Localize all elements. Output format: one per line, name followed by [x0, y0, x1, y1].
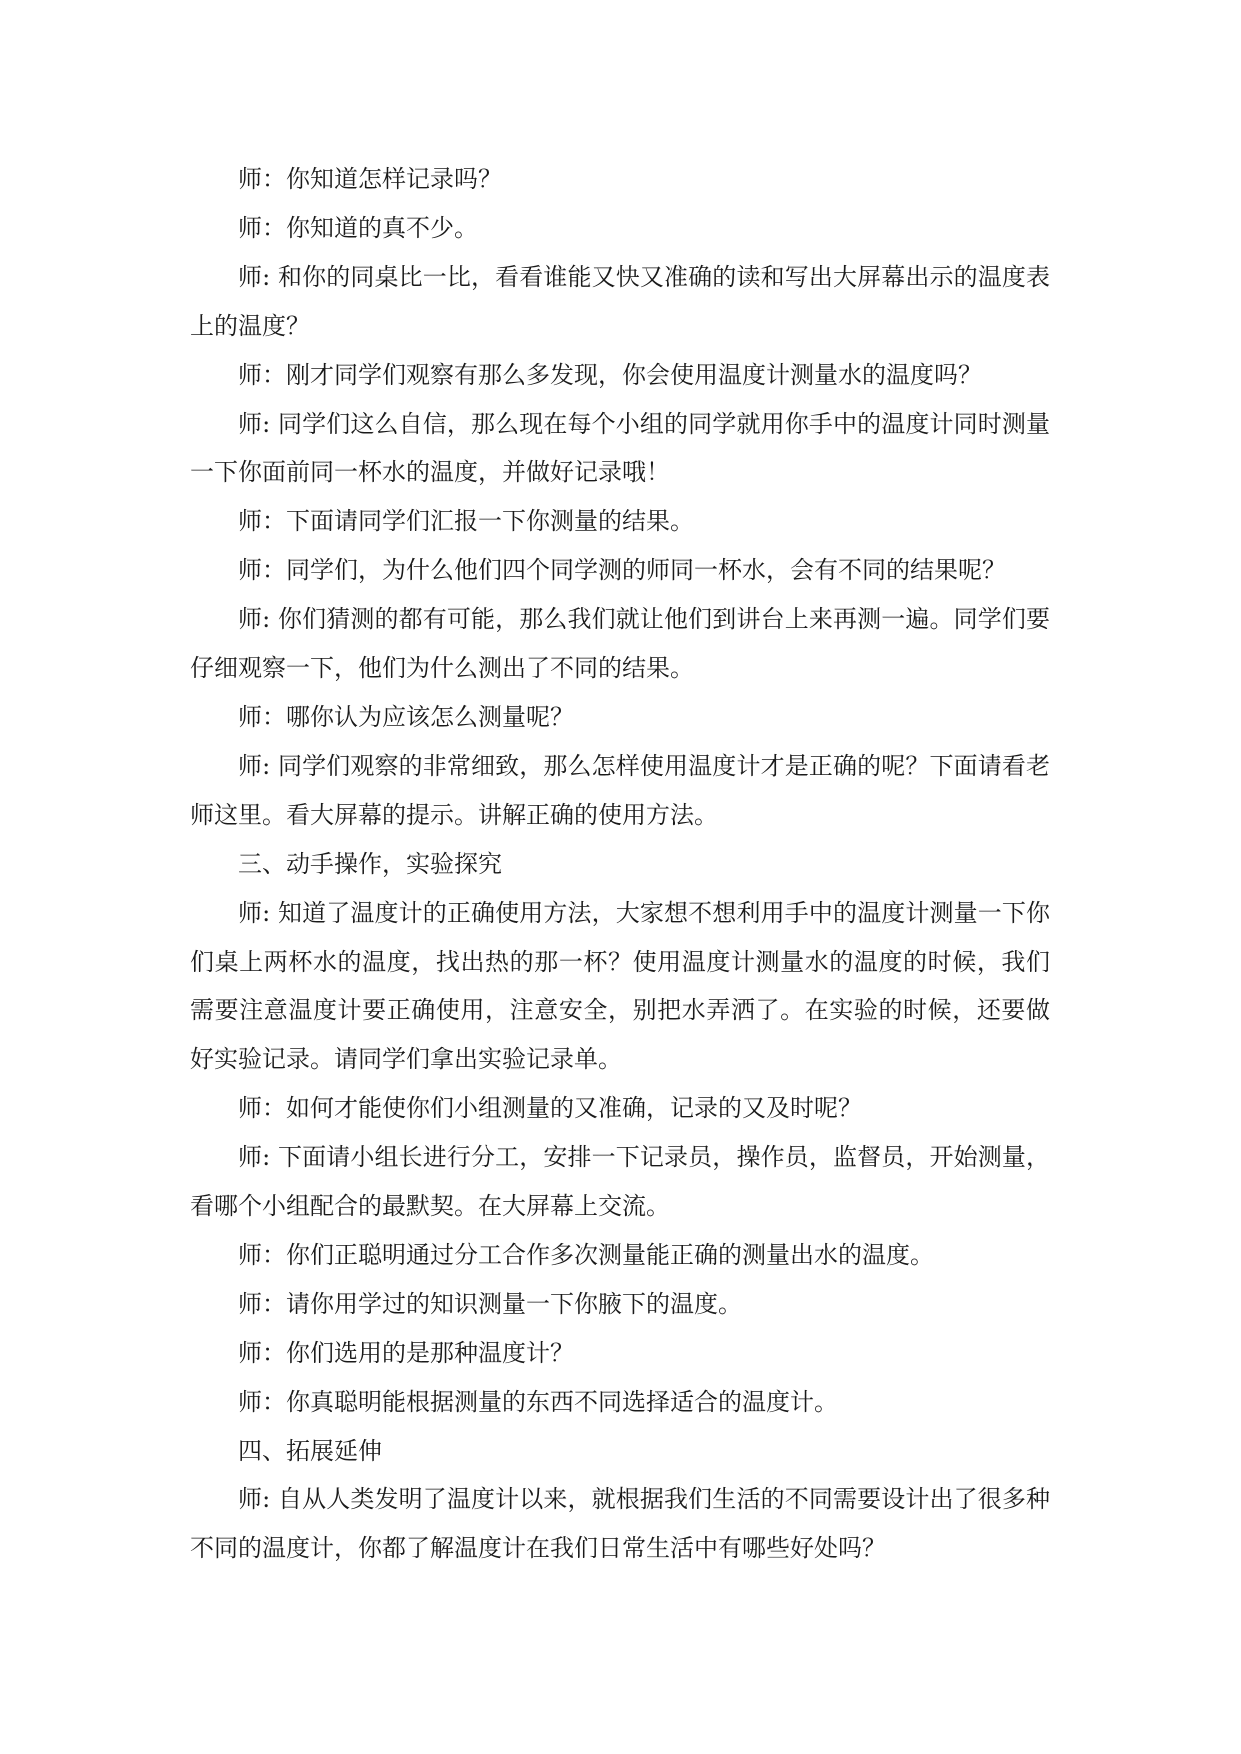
paragraph: 师: 下面请小组长进行分工，安排一下记录员，操作员，监督员，开始测量，看哪个小组配合的最默契。在大屏幕上交流。 [190, 1143, 1050, 1221]
paragraph: 师：刚才同学们观察有那么多发现，你会使用温度计测量水的温度吗？ [238, 360, 982, 389]
paragraph: 师：如何才能使你们小组测量的又准确，记录的又及时呢？ [238, 1094, 862, 1123]
paragraph: 师: 自从人类发明了温度计以来，就根据我们生活的不同需要设计出了很多种不同的温度计，你都了解温度计在我们日常生活中有哪些好处吗？ [190, 1485, 1050, 1563]
paragraph: 师: 和你的同桌比一比，看看谁能又快又准确的读和写出大屏幕出示的温度表上的温度？ [190, 262, 1050, 340]
paragraph: 师: 知道了温度计的正确使用方法，大家想不想利用手中的温度计测量一下你们桌上两杯水的温度，找出热的那一杯？使用温度计测量水的温度的时候，我们需要注意温度计要正确使用，注意安全，别把水弄洒了。在实验的时候，还要做好实验记录。请同学们拿出实验记录单。 [190, 898, 1050, 1074]
paragraph: 师：你真聪明能根据测量的东西不同选择适合的温度计。 [238, 1387, 838, 1416]
paragraph: 师: 同学们这么自信，那么现在每个小组的同学就用你手中的温度计同时测量一下你面前同一杯水的温度，并做好记录哦！ [190, 409, 1050, 487]
paragraph: 师：下面请同学们汇报一下你测量的结果。 [238, 507, 694, 536]
paragraph: 师: 你们猜测的都有可能，那么我们就让他们到讲台上来再测一遍。同学们要仔细观察一下，他们为什么测出了不同的结果。 [190, 605, 1050, 683]
section-heading: 四、拓展延伸 [238, 1436, 382, 1465]
paragraph: 师：你知道的真不少。 [238, 213, 478, 242]
section-heading: 三、动手操作，实验探究 [238, 849, 502, 878]
paragraph: 师：同学们，为什么他们四个同学测的师同一杯水，会有不同的结果呢？ [238, 556, 1006, 585]
paragraph: 师：你们选用的是那种温度计？ [238, 1338, 574, 1367]
document-body [190, 155, 1050, 1573]
paragraph: 师: 同学们观察的非常细致，那么怎样使用温度计才是正确的呢？下面请看老师这里。看大屏幕的提示。讲解正确的使用方法。 [190, 751, 1050, 829]
paragraph: 师：你们正聪明通过分工合作多次测量能正确的测量出水的温度。 [238, 1240, 934, 1269]
paragraph: 师：你知道怎样记录吗？ [238, 165, 502, 193]
paragraph: 师：哪你认为应该怎么测量呢？ [238, 702, 574, 731]
paragraph: 师：请你用学过的知识测量一下你腋下的温度。 [238, 1289, 742, 1318]
